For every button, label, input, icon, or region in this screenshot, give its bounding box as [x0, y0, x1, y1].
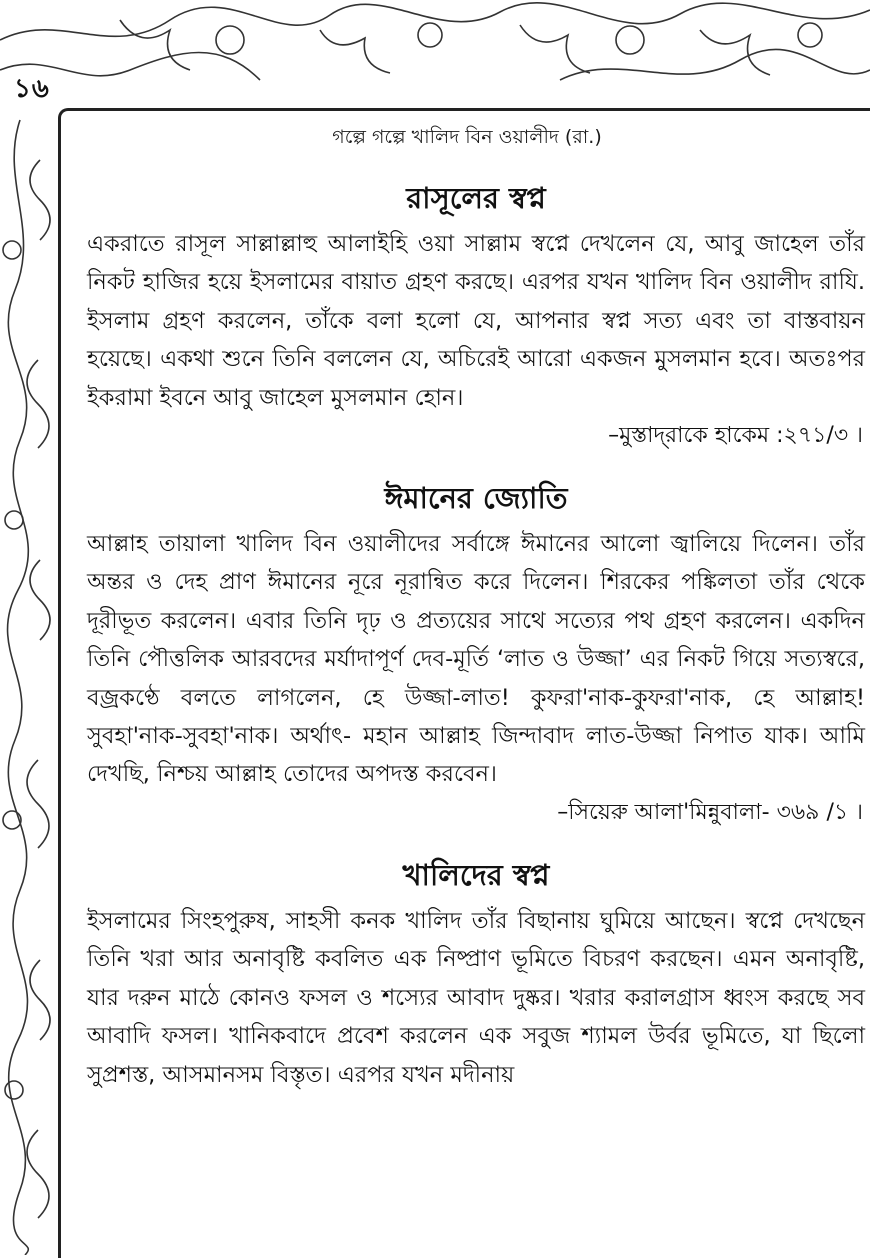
page-number: ১৬ — [14, 74, 50, 104]
section-body: একরাতে রাসূল সাল্লাল্লাহু আলাইহি ওয়া সাল্লাম স্বপ্নে দেখলেন যে, আবু জাহেল তাঁর নিকট হাজির হয়ে ইসলামের বায়াত গ্রহণ করছে। এরপর যখন খালিদ বিন ওয়ালীদ রাযি. ইসলাম গ্রহণ করলেন, তাঁকে বলা হলো যে, আপনার স্বপ্ন সত্য এবং তা বাস্তবায়ন হয়েছে। একথা শুনে তিনি বললেন যে, অচিরেই আরো একজন মুসলমান হবে। অতঃপর ইকরামা ইবনে আবু জাহেল মুসলমান হোন। — [87, 231, 865, 411]
section-citation: –মুস্তাদ্‌রাকে হাকেম :২৭১/৩ । — [608, 423, 863, 449]
section-title: খালিদের স্বপ্ন — [402, 857, 550, 892]
section-body: ইসলামের সিংহপুরুষ, সাহসী কনক খালিদ তাঁর বিছানায় ঘুমিয়ে আছেন। স্বপ্নে দেখছেন তিনি খরা আর অনাবৃষ্টি কবলিত এক নিষ্প্রাণ ভূমিতে বিচরণ করছেন। এমন অনাবৃষ্টি, যার দরুন মাঠে কোনও ফসল ও শস্যের আবাদ দুষ্কর। খরার করালগ্রাস ধ্বংস করছে সব আবাদি ফসল। খানিকবাদে প্রবেশ করলেন এক সবুজ শ্যামল উর্বর ভূমিতে, যা ছিলো সুপ্রশস্ত, আসমানসম বিস্তৃত। এরপর যখন মদীনায় — [87, 907, 865, 1088]
section-citation: –সিয়েরু আলা'মিন্নুবালা- ৩৬৯ /১ । — [557, 799, 863, 825]
section-imaner-jyoti — [87, 481, 865, 832]
running-header: গল্পে গল্পে খালিদ বিন ওয়ালীদ (রা.) — [332, 126, 602, 148]
section-khalider-swapno — [87, 858, 865, 1094]
page-frame — [58, 108, 870, 1258]
section-body: আল্লাহ তায়ালা খালিদ বিন ওয়ালীদের সর্বাঙ্গে ঈমানের আলো জ্বালিয়ে দিলেন। তাঁর অন্তর ও দেহ প্রাণ ঈমানের নূরে নূরান্বিত করে দিলেন। শিরকের পঙ্কিলতা তাঁর থেকে দূরীভূত করলেন। এবার তিনি দৃঢ় ও প্রত্যয়ের সাথে সত্যের পথ গ্রহণ করলেন। একদিন তিনি পৌত্তলিক আরবদের মর্যাদাপূর্ণ দেব-মূর্তি ‘লাত ও উজ্জা’ এর নিকট গিয়ে সত্যস্বরে, বজ্রকণ্ঠে বলতে লাগলেন, হে উজ্জা-লাত! কুফরা'নাক-কুফরা'নাক, হে আল্লাহ! সুবহা'নাক-সুবহা'নাক। অর্থাৎ- মহান আল্লাহ জিন্দাবাদ লাত-উজ্জা নিপাত যাক। আমি দেখছি, নিশ্চয় আল্লাহ তোদের অপদস্ত করবেন। — [87, 531, 865, 788]
section-title: ঈমানের জ্যোতি — [384, 481, 568, 516]
page-content — [87, 181, 865, 1120]
section-title: রাসূলের স্বপ্ন — [406, 181, 546, 215]
section-rasuler-swapno — [87, 181, 865, 455]
